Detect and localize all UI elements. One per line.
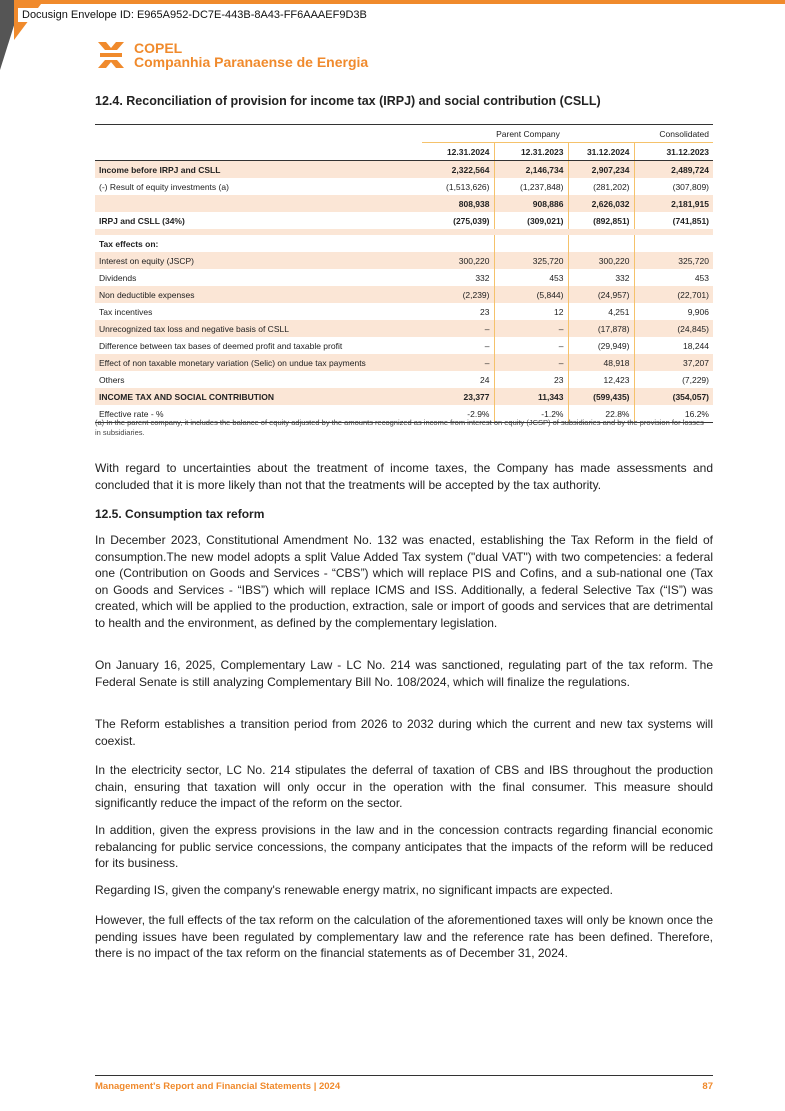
cell-value: 23	[480, 306, 490, 317]
cell-value	[634, 235, 713, 252]
cell-value: (22,701)	[634, 286, 713, 303]
cell-value: (7,229)	[634, 371, 713, 388]
cell-value: 24	[480, 374, 490, 385]
row-label: Tax effects on:	[99, 238, 159, 249]
cell-value: 2,322,564	[422, 161, 494, 179]
cell-value: (2,239)	[422, 286, 494, 303]
cell-value: (275,039)	[453, 215, 490, 226]
cell-value: (354,057)	[634, 388, 713, 405]
row-label: Effective rate - %	[95, 405, 422, 423]
cell-value: -2.9%	[422, 405, 494, 423]
cell-value: (307,809)	[634, 178, 713, 195]
section-title-reconciliation: 12.4. Reconciliation of provision for income tax (IRPJ) and social contribution (CSLL)	[95, 94, 601, 108]
cell-value: (892,851)	[568, 212, 634, 229]
table-row	[95, 161, 713, 179]
row-label: Effect of non taxable monetary variation (Selic) on undue tax payments	[95, 354, 422, 371]
cell-value	[422, 235, 494, 252]
reconciliation-table	[95, 124, 713, 423]
cell-value: –	[422, 354, 494, 371]
cell-value: 2,626,032	[568, 195, 634, 212]
cell-value: 2,907,234	[568, 161, 634, 179]
paragraph: In addition, given the express provisions in the law and in the concession contracts regarding financial economic rebalancing for public service concessions, the company anticipates that the impacts of the reform will be reduced for its business.	[95, 823, 713, 870]
cell-value: –	[494, 354, 568, 371]
cell-value: (24,957)	[568, 286, 634, 303]
cell-value: (17,878)	[568, 320, 634, 337]
paragraph: On January 16, 2025, Complementary Law - LC No. 214 was sanctioned, regulating part of the tax reform. The Federal Senate is still analyzing Complementary Bill No. 108/2024, which will finalize the regulations.	[95, 658, 713, 689]
cell-value: 325,720	[634, 252, 713, 269]
table-row	[95, 286, 713, 303]
cell-value: 37,207	[634, 354, 713, 371]
row-label: Interest on equity (JSCP)	[95, 252, 422, 269]
table-row	[95, 235, 713, 252]
cell-value: –	[484, 340, 490, 351]
copel-logo-icon	[96, 40, 126, 70]
table-row	[95, 388, 713, 405]
table-row	[95, 269, 713, 286]
cell-value: –	[494, 320, 568, 337]
paragraph: However, the full effects of the tax reform on the calculation of the aforementioned taxes will only be known once the pending issues have been regulated by complementary law and the reference rate has been defined. Therefore, there is no impact of the tax reform on the financial statements as of December 31, 2024.	[95, 913, 713, 960]
page-footer	[95, 1081, 713, 1092]
cell-value: -1.2%	[494, 405, 568, 423]
logo-company: Companhia Paranaense de Energia	[134, 54, 369, 70]
cell-value: 2,146,734	[494, 161, 568, 179]
page-number: 87	[702, 1081, 713, 1092]
row-label: Others	[99, 374, 125, 385]
row-label: Income before IRPJ and CSLL	[95, 161, 422, 179]
cell-value: 23	[494, 371, 568, 388]
table-row	[95, 320, 713, 337]
row-label	[95, 195, 422, 212]
table-row	[95, 195, 713, 212]
row-label: Tax incentives	[99, 306, 153, 317]
paragraph: In December 2023, Constitutional Amendment No. 132 was enacted, establishing the Tax Reform in the field of consumption.The new model adopts a split Value Added Tax system ("dual VAT") with two competencies: a federal one (Contribution on Goods and Services - “CBS”) which will replace PIS and Cofins, and a sub-national one (Tax on Goods and Services - “IBS”) which will replace ICMS and ISS. Additionally, a federal Selective Tax (“IS”) was created, which will be applied to the production, extraction, sale or import of goods and services that are detrimental to health and the environment, as defined by the complementary legislation.	[95, 533, 713, 630]
row-label: INCOME TAX AND SOCIAL CONTRIBUTION	[95, 388, 422, 405]
cell-value: 453	[494, 269, 568, 286]
cell-value: (309,021)	[494, 212, 568, 229]
cell-value: (281,202)	[568, 178, 634, 195]
cell-value: 4,251	[568, 303, 634, 320]
paragraph-uncertainty: With regard to uncertainties about the treatment of income taxes, the Company has made assessments and concluded that it is more likely than not that the treatments will be accepted by the tax authority.	[95, 461, 713, 492]
cell-value: 332	[568, 269, 634, 286]
row-label: Dividends	[99, 272, 137, 283]
row-label: Non deductible expenses	[95, 286, 422, 303]
cell-value: 12,423	[568, 371, 634, 388]
docusign-envelope-id: Docusign Envelope ID: E965A952-DC7E-443B-8A43-FF6AAAEF9D3B	[18, 8, 371, 22]
table-row	[95, 337, 713, 354]
row-label: IRPJ and CSLL (34%)	[99, 215, 185, 226]
cell-value: 22.8%	[568, 405, 634, 423]
table-row	[95, 371, 713, 388]
column-header: 12.31.2024	[422, 143, 494, 161]
column-header: 12.31.2023	[494, 143, 568, 161]
cell-value: –	[494, 337, 568, 354]
cell-value: (24,845)	[634, 320, 713, 337]
group-header-consolidated: Consolidated	[634, 125, 713, 143]
paragraph: The Reform establishes a transition period from 2026 to 2032 during which the current and new tax systems will coexist.	[95, 717, 713, 748]
cell-value: (29,949)	[568, 337, 634, 354]
cell-value: 12	[494, 303, 568, 320]
table-row	[95, 252, 713, 269]
cell-value: 48,918	[568, 354, 634, 371]
cell-value: 2,489,724	[634, 161, 713, 179]
section-title-consumption-tax: 12.5. Consumption tax reform	[95, 507, 265, 521]
copel-logo	[96, 40, 368, 70]
group-header-parent: Parent Company	[422, 125, 634, 143]
logo-name: COPEL	[134, 40, 183, 56]
cell-value: 300,220	[568, 252, 634, 269]
cell-value	[568, 235, 634, 252]
column-header: 31.12.2023	[634, 143, 713, 161]
row-label: (-) Result of equity investments (a)	[99, 181, 229, 192]
cell-value: 332	[475, 272, 490, 283]
cell-value: 325,720	[494, 252, 568, 269]
cell-value: 16.2%	[634, 405, 713, 423]
top-accent-bar	[0, 0, 785, 4]
column-header: 31.12.2024	[568, 143, 634, 161]
cell-value	[494, 235, 568, 252]
cell-value: (1,513,626)	[446, 181, 490, 192]
paragraph: Regarding IS, given the company's renewable energy matrix, no significant impacts are expected.	[95, 883, 613, 897]
cell-value: 9,906	[634, 303, 713, 320]
footer-divider	[95, 1075, 713, 1076]
row-label: Difference between tax bases of deemed profit and taxable profit	[99, 340, 343, 351]
cell-value: 2,181,915	[634, 195, 713, 212]
cell-value: 18,244	[634, 337, 713, 354]
footer-title: Management's Report and Financial Statements | 2024	[95, 1081, 341, 1092]
table-row	[95, 178, 713, 195]
table-row	[95, 303, 713, 320]
cell-value: (741,851)	[634, 212, 713, 229]
cell-value: 11,343	[494, 388, 568, 405]
table-row	[95, 354, 713, 371]
cell-value: (1,237,848)	[494, 178, 568, 195]
cell-value: 908,886	[494, 195, 568, 212]
cell-value: –	[422, 320, 494, 337]
cell-value: (5,844)	[494, 286, 568, 303]
cell-value: 808,938	[422, 195, 494, 212]
table-row	[95, 212, 713, 229]
paragraph: In the electricity sector, LC No. 214 stipulates the deferral of taxation of CBS and IBS throughout the production chain, ensuring that taxation will only occur in the operation with the final consumer. This measure should significantly reduce the impact of the reform on the sector.	[95, 763, 713, 810]
cell-value: (599,435)	[568, 388, 634, 405]
cell-value: 23,377	[422, 388, 494, 405]
cell-value: 300,220	[422, 252, 494, 269]
row-label: Unrecognized tax loss and negative basis of CSLL	[95, 320, 422, 337]
table-footnote: (a) In the parent company, it includes the balance of equity adjusted by the amounts recognized as income from interest on equity (JCSP) of subsidiaries and by the provision for losses in subsidiaries.	[95, 418, 704, 437]
cell-value: 453	[634, 269, 713, 286]
